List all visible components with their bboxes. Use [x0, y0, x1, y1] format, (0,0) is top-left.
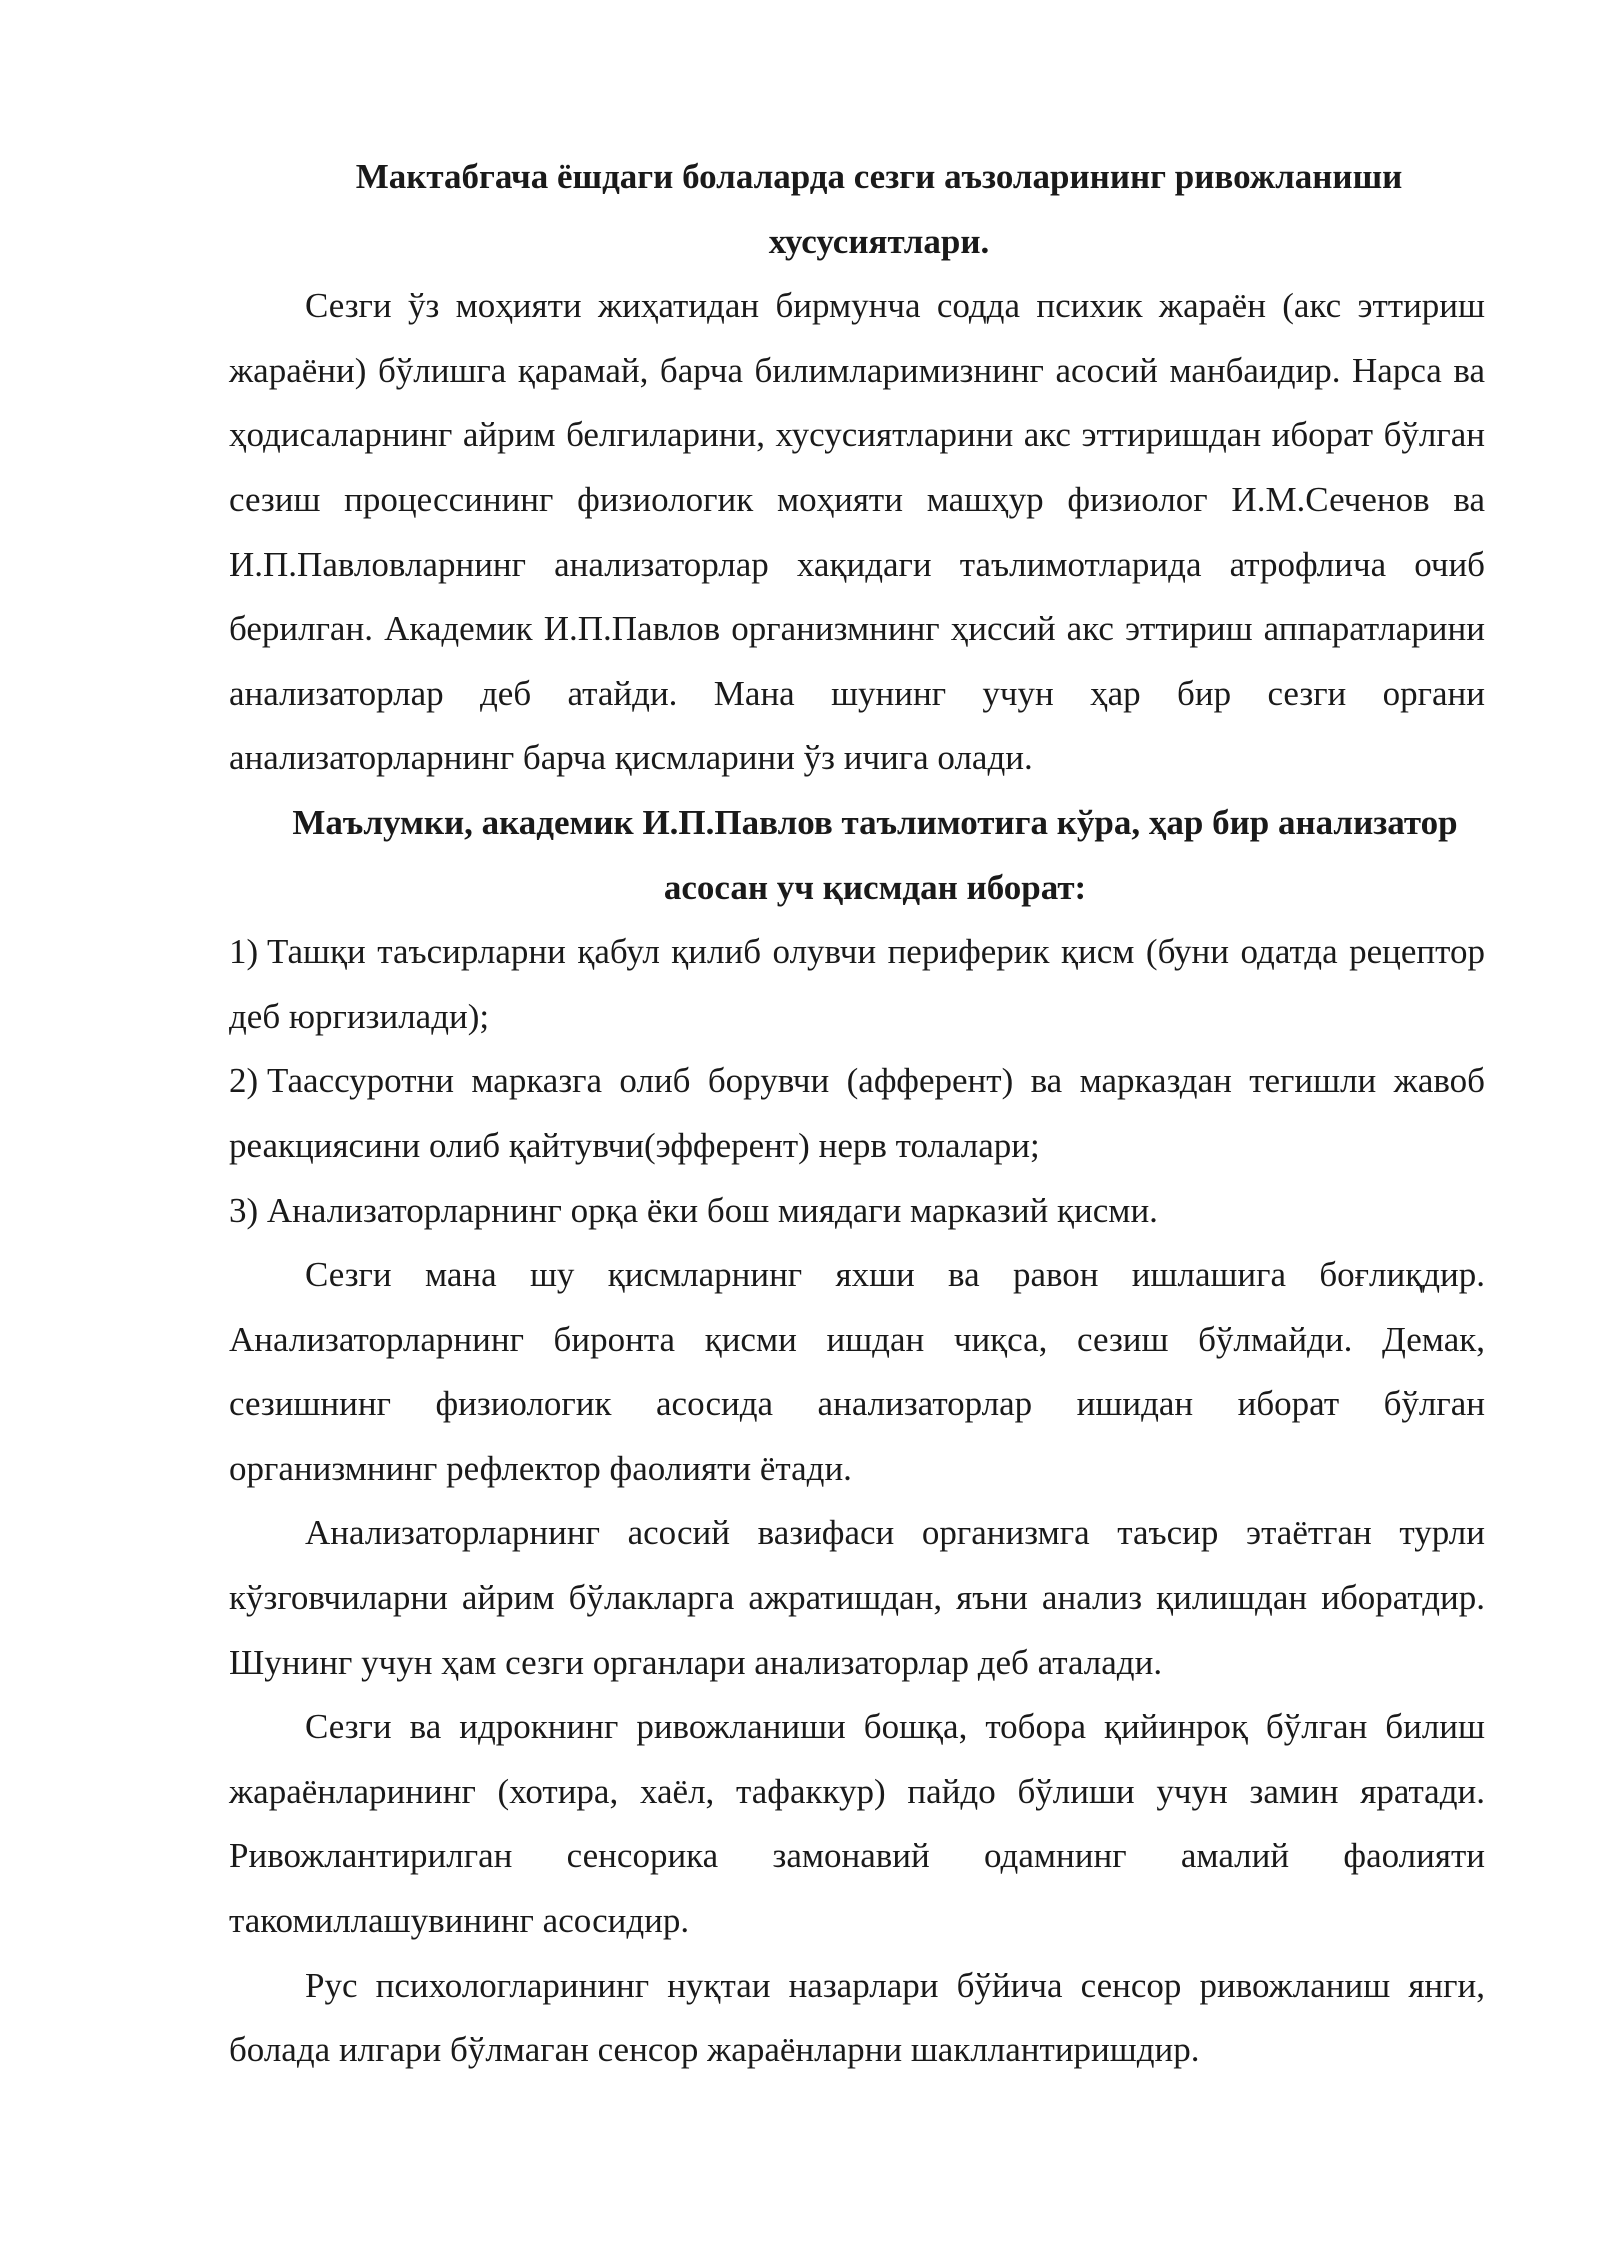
list-item-2-number: 2) — [229, 1061, 259, 1101]
list-item-1-number: 1) — [229, 932, 259, 972]
paragraph-2: Сезги мана шу қисмларнинг яхши ва равон ишлашига боғлиқдир. Анализаторларнинг биронта қисми ишдан чиқса, сезиш бўлмайди. Демак, сезишнинг физиологик асосида анализаторлар ишидан иборат бўлган организмнинг рефлектор фаолияти ётади. — [229, 1255, 1485, 1488]
document-title: Мактабгача ёшдаги болаларда сезги аъзоларининг ривожланиши хусусиятлари. — [355, 157, 1403, 261]
list-item-2-text: Таассуротни марказга олиб борувчи (афферент) ва марказдан тегишли жавоб реакциясини олиб қайтувчи(эфферент) нерв толалари; — [229, 1061, 1485, 1165]
list-item-1 — [229, 920, 1485, 1049]
paragraph-1: Сезги ўз моҳияти жиҳатидан бирмунча содда психик жараён (акс эттириш жараёни) бўлишга қарамай, барча билимларимизнинг асосий манбаидир. Нарса ва ҳодисаларнинг айрим белгиларини, хусусиятларини акс эттиришдан иборат бўлган сезиш процессининг физиологик моҳияти машҳур физиолог И.М.Сеченов ва И.П.Павловларнинг анализаторлар хақидаги таълимотларида атрофлича очиб берилган. Академик И.П.Павлов организмнинг ҳиссий акс эттириш аппаратларини анализаторлар деб атайди. Мана шунинг учун ҳар бир сезги органи анализаторларнинг барча қисмларини ўз ичига олади. — [229, 286, 1485, 778]
document-page — [229, 145, 1485, 2083]
paragraph-5: Рус психологларининг нуқтаи назарлари бўйича сенсор ривожланиш янги, болада илгари бўлмаган сенсор жараёнларни шакллантиришдир. — [229, 1965, 1485, 2070]
paragraph-4: Сезги ва идрокнинг ривожланиши бошқа, тобора қийинроқ бўлган билиш жараёнларининг (хотира, хаёл, тафаккур) пайдо бўлиши учун замин яратади. Ривожлантирилган сенсорика замонавий одамнинг амалий фаолияти такомиллашувининг асосидир. — [229, 1707, 1485, 1941]
section-subtitle: Маълумки, академик И.П.Павлов таълимотига кўра, ҳар бир анализатор асосан уч қисмдан иборат: — [292, 802, 1458, 907]
paragraph-3: Анализаторларнинг асосий вазифаси организмга таъсир этаётган турли кўзговчиларни айрим бўлакларга ажратишдан, яъни анализ қилишдан иборатдир. Шунинг учун ҳам сезги органлари анализаторлар деб аталади. — [229, 1513, 1485, 1682]
list-item-2 — [229, 1049, 1485, 1178]
list-item-3 — [229, 1179, 1485, 1244]
list-item-3-text: Анализаторларнинг орқа ёки бош миядаги марказий қисми. — [266, 1190, 1158, 1230]
list-item-3-number: 3) — [229, 1190, 259, 1230]
list-item-1-text: Ташқи таъсирларни қабул қилиб олувчи периферик қисм (буни одатда рецептор деб юргизилади); — [229, 932, 1485, 1036]
